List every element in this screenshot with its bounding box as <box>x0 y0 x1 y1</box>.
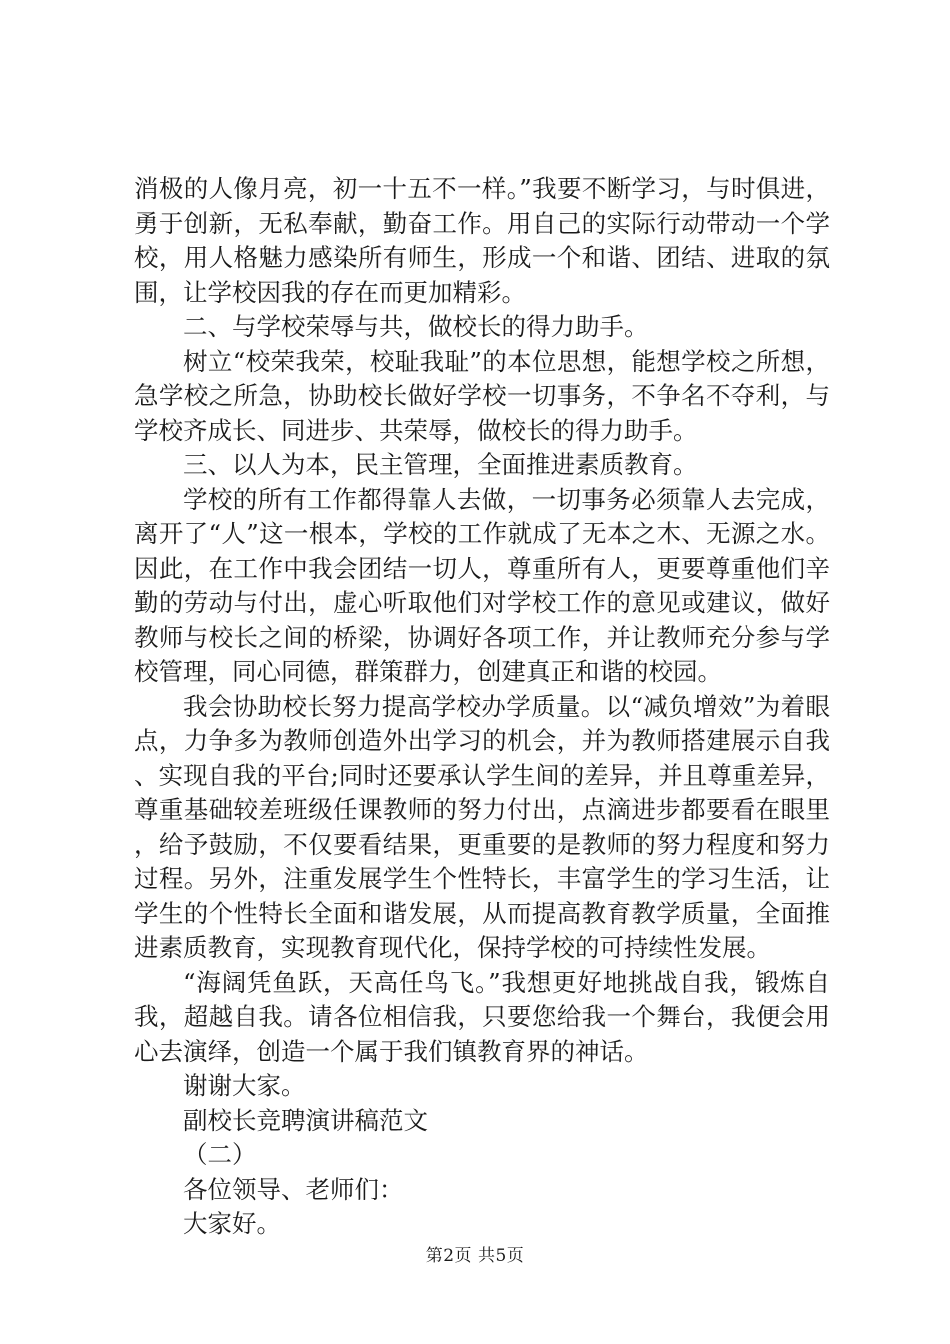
document-subtitle: （二） <box>183 1140 257 1169</box>
greeting: 大家好。 <box>183 1209 281 1238</box>
section-heading-3: 三、以人为本，民主管理，全面推进素质教育。 <box>183 450 698 479</box>
paragraph: “海阔凭鱼跃，天高任鸟飞。”我想更好地挑战自我，锻炼自我，超越自我。请各位相信我，只要您给我一个舞台，我便会用心去演绎，创造一个属于我们镇教育界的神话。 <box>134 967 830 1066</box>
paragraph: 我会协助校长努力提高学校办学质量。以“减负增效”为着眼点，力争多为教师创造外出学习的机会，并为教师搭建展示自我、实现自我的平台;同时还要承认学生间的差异，并且尊重差异，尊重基础较差班级任课教师的努力付出，点滴进步都要看在眼里，给予鼓励，不仅要看结果，更重要的是教师的努力程度和努力过程。另外，注重发展学生个性特长，丰富学生的学习生活，让学生的个性特长全面和谐发展，从而提高教育教学质量，全面推进素质教育，实现教育现代化，保持学校的可持续性发展。 <box>134 691 830 962</box>
page-number-footer: 第2页 共5页 <box>425 1246 525 1266</box>
section-heading-2: 二、与学校荣辱与共，做校长的得力助手。 <box>183 312 649 341</box>
document-body <box>134 172 830 1242</box>
paragraph: 学校的所有工作都得靠人去做，一切事务必须靠人去完成，离开了“人”这一根本，学校的工作就成了无本之木、无源之水。因此，在工作中我会团结一切人，尊重所有人，更要尊重他们辛勤的劳动与付出，虚心听取他们对学校工作的意见或建议，做好教师与校长之间的桥梁，协调好各项工作，并让教师充分参与学校管理，同心同德，群策群力，创建真正和谐的校园。 <box>134 484 830 686</box>
paragraph: 树立“校荣我荣，校耻我耻”的本位思想，能想学校之所想，急学校之所急，协助校长做好学校一切事务，不争名不夺利，与学校齐成长、同进步、共荣辱，做校长的得力助手。 <box>134 346 830 445</box>
closing-thanks: 谢谢大家。 <box>183 1071 306 1100</box>
paragraph-continuation: 消极的人像月亮，初一十五不一样。”我要不断学习，与时俱进，勇于创新，无私奉献，勤奋工作。用自己的实际行动带动一个学校，用人格魅力感染所有师生，形成一个和谐、团结、进取的氛围，让学校因我的存在而更加精彩。 <box>134 174 830 307</box>
document-title: 副校长竞聘演讲稿范文 <box>183 1105 428 1135</box>
salutation: 各位领导、老师们： <box>183 1174 404 1204</box>
